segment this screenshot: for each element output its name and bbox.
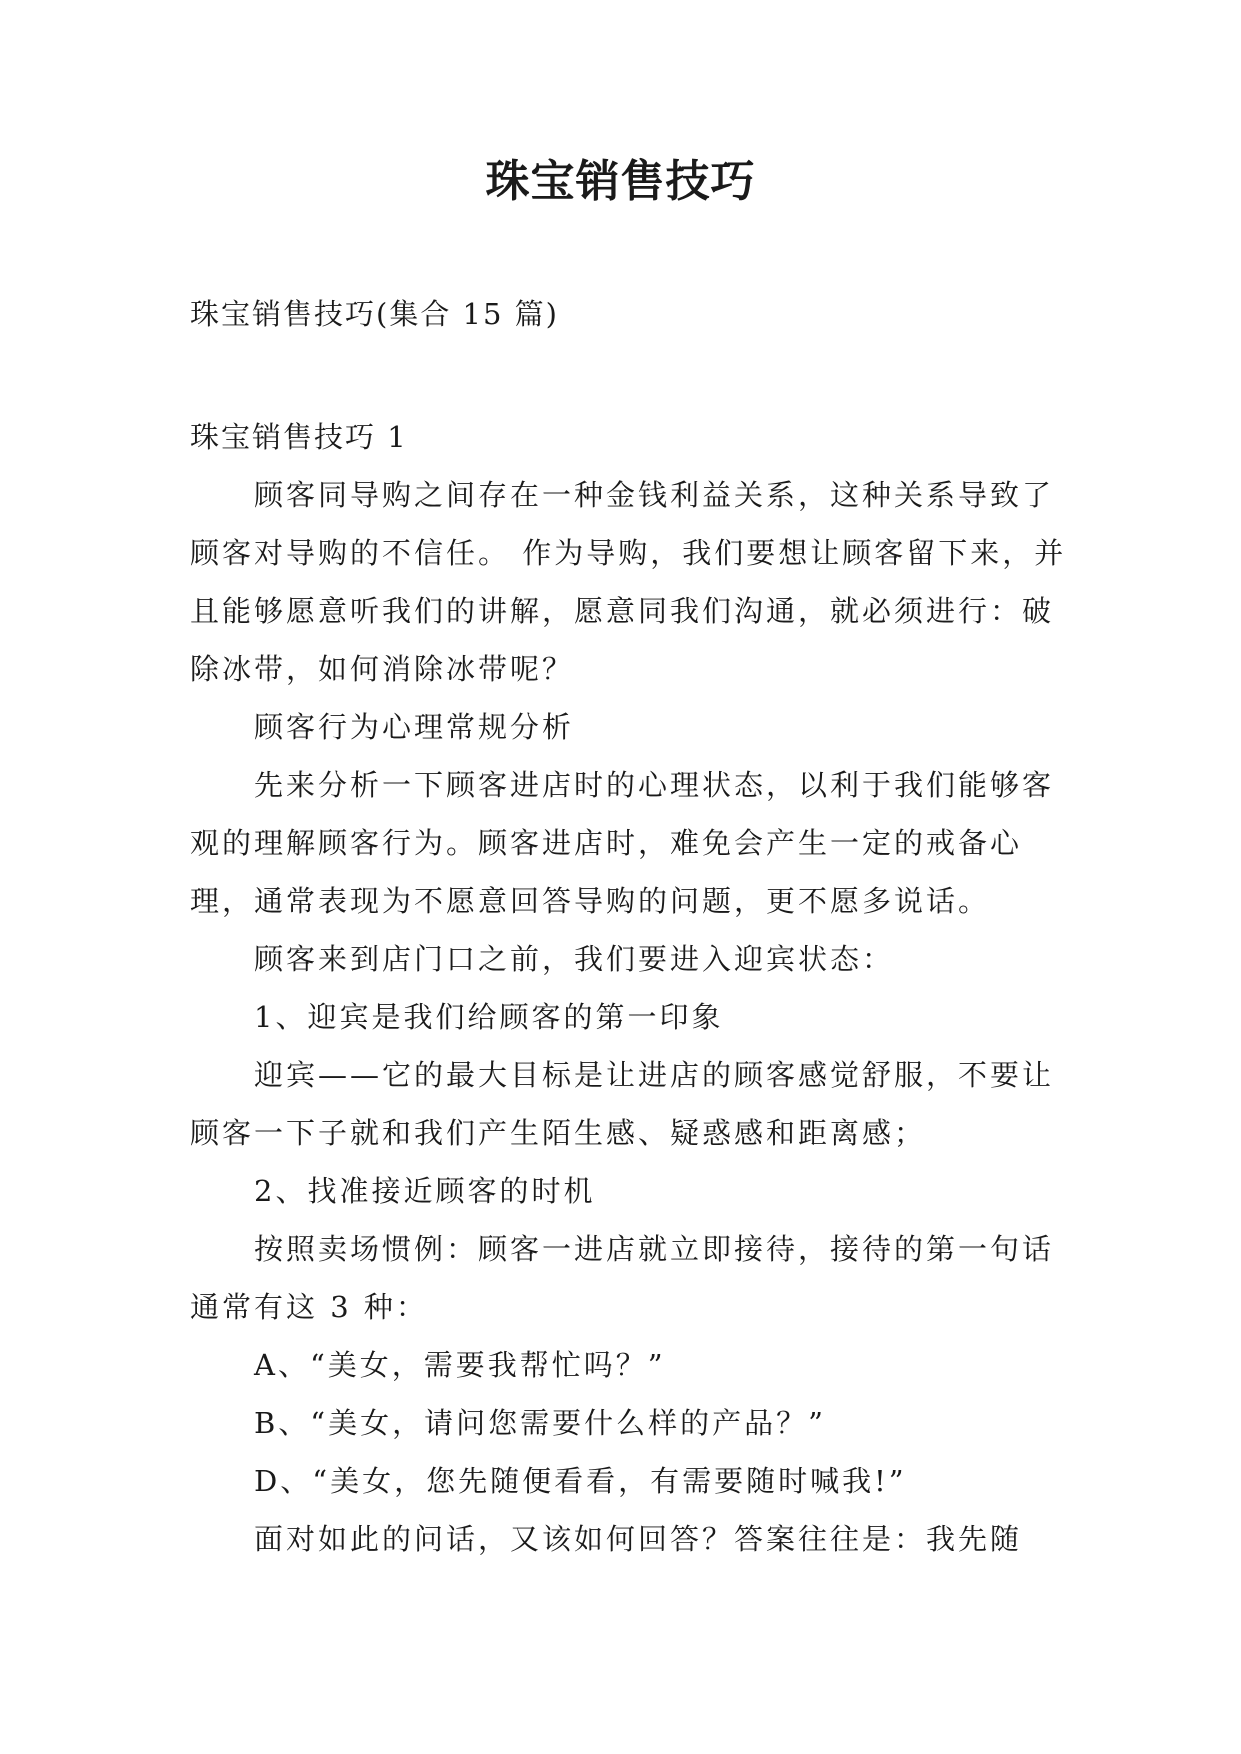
paragraph: 1、迎宾是我们给顾客的第一印象 bbox=[254, 1000, 724, 1034]
paragraph: 2、找准接近顾客的时机 bbox=[254, 1174, 596, 1208]
paragraph: 顾客行为心理常规分析 bbox=[254, 710, 575, 744]
paragraph: 顾客同导购之间存在一种金钱利益关系，这种关系导致了顾客对导购的不信任。 作为导购，我们要想让顾客留下来，并且能够愿意听我们的讲解，愿意同我们沟通，就必须进行：破除冰带，如何消除冰带呢？ bbox=[190, 478, 1067, 686]
paragraph: 顾客来到店门口之前，我们要进入迎宾状态： bbox=[254, 942, 895, 976]
paragraph: 面对如此的问话，又该如何回答？答案往往是：我先随 bbox=[254, 1522, 1023, 1556]
paragraph: 迎宾——它的最大目标是让进店的顾客感觉舒服，不要让顾客一下子就和我们产生陌生感、疑惑感和距离感； bbox=[190, 1058, 1055, 1150]
paragraph: D、“美女，您先随便看看，有需要随时喊我!” bbox=[254, 1464, 907, 1498]
document-subtitle: 珠宝销售技巧(集合 15 篇) bbox=[190, 297, 559, 331]
paragraph: B、“美女，请问您需要什么样的产品？” bbox=[254, 1406, 826, 1440]
paragraph: A、“美女，需要我帮忙吗？” bbox=[254, 1348, 666, 1382]
document-title: 珠宝销售技巧 bbox=[485, 156, 756, 207]
paragraph: 先来分析一下顾客进店时的心理状态，以利于我们能够客观的理解顾客行为。顾客进店时，难免会产生一定的戒备心理，通常表现为不愿意回答导购的问题，更不愿多说话。 bbox=[190, 768, 1055, 918]
section-heading: 珠宝销售技巧 1 bbox=[190, 420, 408, 454]
document-body bbox=[190, 408, 1070, 1568]
paragraph: 按照卖场惯例：顾客一进店就立即接待，接待的第一句话通常有这 3 种： bbox=[190, 1232, 1055, 1324]
